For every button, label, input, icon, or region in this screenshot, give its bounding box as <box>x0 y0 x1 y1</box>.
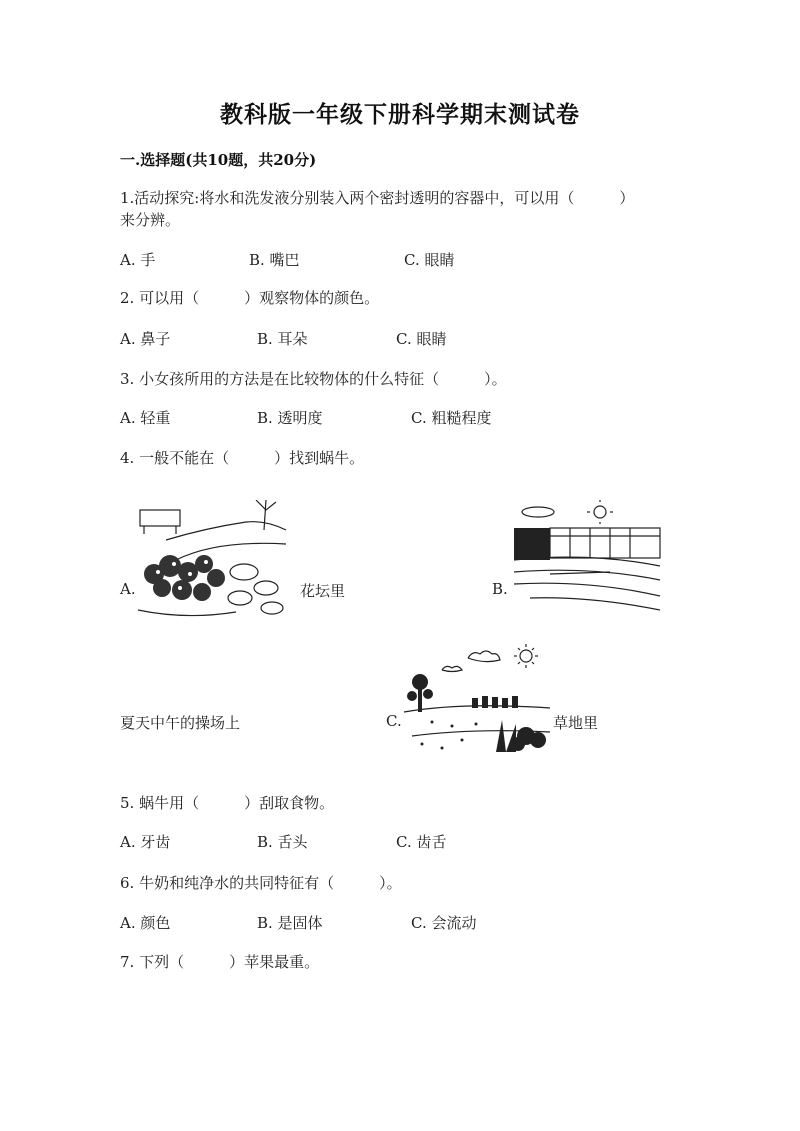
q3-option-b[interactable]: B. 透明度 <box>257 409 323 427</box>
q5-option-b[interactable]: B. 舌头 <box>257 833 308 851</box>
q4-option-b-letter[interactable]: B. <box>492 580 508 598</box>
question-7-text: 7. 下列（ ）苹果最重。 <box>120 953 320 971</box>
q5-option-a[interactable]: A. 牙齿 <box>120 833 171 851</box>
question-4-text: 4. 一般不能在（ ）找到蜗牛。 <box>120 449 365 467</box>
q1-option-c[interactable]: C. 眼睛 <box>404 251 455 269</box>
q4-option-a-letter[interactable]: A. <box>120 580 136 598</box>
q2-option-b[interactable]: B. 耳朵 <box>257 330 308 348</box>
q6-option-b[interactable]: B. 是固体 <box>257 914 323 932</box>
question-2-text: 2. 可以用（ ）观察物体的颜色。 <box>120 289 380 307</box>
question-1-text-cont: 来分辨。 <box>120 211 181 229</box>
q3-option-c[interactable]: C. 粗糙程度 <box>411 409 492 427</box>
q4-option-c-letter[interactable]: C. <box>386 712 402 730</box>
q2-option-c[interactable]: C. 眼睛 <box>396 330 447 348</box>
q3-option-a[interactable]: A. 轻重 <box>120 409 171 427</box>
question-5-text: 5. 蜗牛用（ ）刮取食物。 <box>120 794 335 812</box>
q4-option-b-caption: 夏天中午的操场上 <box>120 714 241 732</box>
grassland-illustration <box>402 640 552 755</box>
question-1-text: 1.活动探究:将水和洗发液分别装入两个密封透明的容器中，可以用（ ） <box>120 189 635 207</box>
question-6-text: 6. 牛奶和纯净水的共同特征有（ ）。 <box>120 874 402 892</box>
q2-option-a[interactable]: A. 鼻子 <box>120 330 171 348</box>
q5-option-c[interactable]: C. 齿舌 <box>396 833 447 851</box>
q4-option-c-caption: 草地里 <box>553 714 599 732</box>
section-heading: 一.选择题(共10题，共20分) <box>120 151 317 169</box>
q6-option-a[interactable]: A. 颜色 <box>120 914 171 932</box>
question-3-text: 3. 小女孩所用的方法是在比较物体的什么特征（ ）。 <box>120 370 507 388</box>
q1-option-b[interactable]: B. 嘴巴 <box>249 251 300 269</box>
q4-option-a-caption: 花坛里 <box>300 582 346 600</box>
flower-bed-illustration <box>136 500 296 620</box>
q6-option-c[interactable]: C. 会流动 <box>411 914 477 932</box>
playground-illustration <box>510 500 665 620</box>
q1-option-a[interactable]: A. 手 <box>120 251 156 269</box>
page-title: 教科版一年级下册科学期末测试卷 <box>220 101 580 128</box>
